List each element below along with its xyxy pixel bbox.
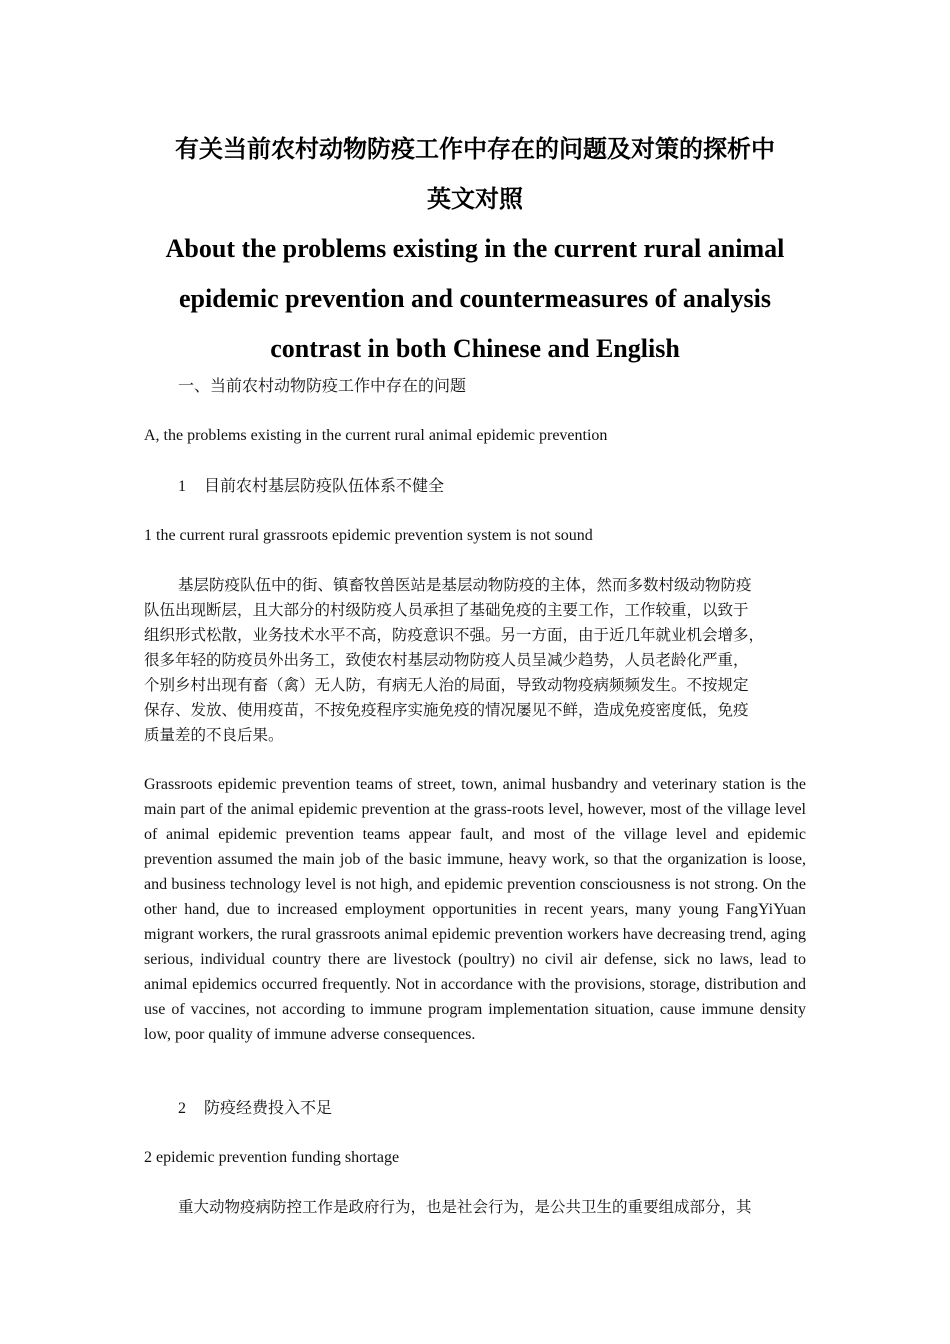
item1-heading-zh xyxy=(178,473,444,499)
item1-body-zh-line: 保存、发放、使用疫苗，不按免疫程序实施免疫的情况屡见不鲜，造成免疫密度低，免疫 xyxy=(144,701,749,719)
item2-heading-en: 2 epidemic prevention funding shortage xyxy=(144,1149,400,1166)
item1-body-zh xyxy=(144,573,816,748)
title-en-line-2: epidemic prevention and countermeasures of analysis xyxy=(179,284,771,313)
section1-heading-zh: 一、当前农村动物防疫工作中存在的问题 xyxy=(178,376,467,395)
item2-heading-zh-text: 防疫经费投入不足 xyxy=(204,1098,333,1117)
item1-body-zh-line: 组织形式松散，业务技术水平不高，防疫意识不强。另一方面，由于近几年就业机会增多， xyxy=(144,626,765,644)
item1-heading-en: 1 the current rural grassroots epidemic prevention system is not sound xyxy=(144,527,593,544)
item1-body-zh-line: 很多年轻的防疫员外出务工，致使农村基层动物防疫人员呈减少趋势，人员老龄化严重， xyxy=(144,651,749,669)
item1-body-en: Grassroots epidemic prevention teams of street, town, animal husbandry and veterinary station is the main part of the animal epidemic prevention at the grass-roots level, however, most of the village level of animal epidemic prevention teams appear fault, and most of the village level and epidemic prevention assumed the main job of the basic immune, heavy work, so that the organization is loose, and business technology level is not high, and epidemic prevention consciousness is not strong. On the other hand, due to increased employment opportunities in recent years, many young FangYiYuan migrant workers, the rural grassroots animal epidemic prevention workers have decreasing trend, aging serious, individual country there are livestock (poultry) no civil air defense, sick no laws, lead to animal epidemics occurred frequently. Not in accordance with the provisions, storage, distribution and use of vaccines, not according to immune program implementation situation, cause immune density low, poor quality of immune adverse consequences. xyxy=(144,776,806,1043)
title-en-line-3: contrast in both Chinese and English xyxy=(270,334,680,363)
item1-body-zh-line: 基层防疫队伍中的街、镇畜牧兽医站是基层动物防疫的主体，然而多数村级动物防疫 xyxy=(178,576,752,594)
title-zh-line-1: 有关当前农村动物防疫工作中存在的问题及对策的探析中 xyxy=(175,135,775,163)
item1-body-zh-line: 个别乡村出现有畜（禽）无人防，有病无人治的局面，导致动物疫病频频发生。不按规定 xyxy=(144,676,749,694)
title-zh-line-2: 英文对照 xyxy=(427,185,523,213)
item2-heading-zh xyxy=(178,1095,332,1121)
item2-body-zh-line: 重大动物疫病防控工作是政府行为，也是社会行为，是公共卫生的重要组成部分，其 xyxy=(178,1198,752,1216)
item1-body-zh-line: 质量差的不良后果。 xyxy=(144,726,284,744)
item1-body-zh-line: 队伍出现断层，且大部分的村级防疫人员承担了基础免疫的主要工作，工作较重，以致于 xyxy=(144,601,749,619)
title-en-line-1: About the problems existing in the current rural animal xyxy=(165,234,785,263)
section1-heading-en: A, the problems existing in the current rural animal epidemic prevention xyxy=(144,427,608,444)
item1-heading-zh-text: 目前农村基层防疫队伍体系不健全 xyxy=(204,476,445,495)
item2-number: 2 xyxy=(178,1100,186,1117)
item1-number: 1 xyxy=(178,478,186,495)
